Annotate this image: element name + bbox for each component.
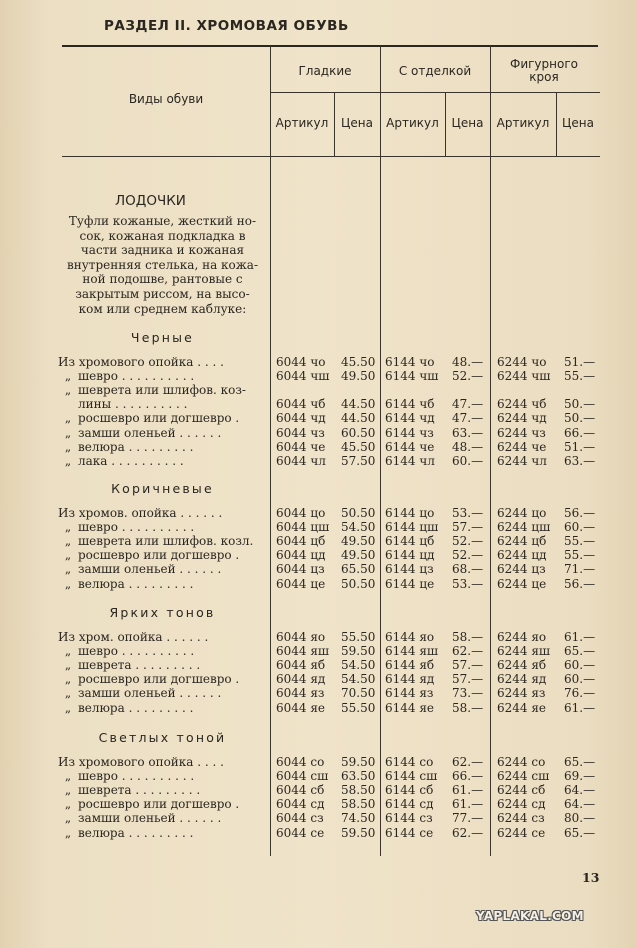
article-cell: 6044 сб xyxy=(276,783,325,798)
article-cell: 6044 сш xyxy=(276,769,329,784)
table-row xyxy=(0,658,637,672)
description-line: ной подошве, рантовые с xyxy=(82,272,243,287)
ditto-mark: „ xyxy=(64,811,72,826)
item-name xyxy=(58,369,270,383)
price-cell: 58.— xyxy=(452,700,484,715)
item-name-text: росшевро или догшевро . xyxy=(78,797,240,812)
ditto-mark: „ xyxy=(64,672,72,687)
article-cell: 6244 се xyxy=(497,825,546,840)
article-cell: 6044 яо xyxy=(276,630,326,644)
table-row xyxy=(0,355,637,369)
table-row xyxy=(0,811,637,825)
group-title: Черные xyxy=(130,330,195,345)
price-cell: 51.— xyxy=(564,439,596,454)
item-name-text: лины . . . . . . . . . . xyxy=(78,397,188,412)
table-row xyxy=(0,534,637,548)
article-cell: 6244 цо xyxy=(497,506,547,520)
article-cell: 6044 сз xyxy=(276,811,324,826)
item-name-text: шевро . . . . . . . . . . xyxy=(78,644,195,659)
ditto-mark: „ xyxy=(64,520,72,535)
price-cell: 63.— xyxy=(452,425,484,440)
item-name xyxy=(58,534,270,548)
price-cell: 51.— xyxy=(564,355,596,369)
item-name-text: шевро . . . . . . . . . . xyxy=(78,369,195,384)
ditto-mark: „ xyxy=(64,825,72,840)
article-cell: 6244 чб xyxy=(497,397,547,412)
article-cell: 6044 цд xyxy=(276,548,326,563)
price-cell: 52.— xyxy=(452,534,484,549)
table-row xyxy=(0,369,637,383)
item-name-text: Из хром. опойка . . . . . . xyxy=(58,630,209,644)
price-cell: 59.50 xyxy=(341,644,376,659)
item-name xyxy=(58,755,270,769)
description-line: ком или среднем каблуке: xyxy=(78,301,247,316)
price-cell: 63.50 xyxy=(341,769,376,784)
table-row xyxy=(0,577,637,591)
article-cell: 6244 сш xyxy=(497,769,550,784)
price-cell: 66.— xyxy=(564,425,596,440)
price-cell: 50.50 xyxy=(341,506,376,520)
article-cell: 6144 яе xyxy=(385,700,435,715)
price-cell: 60.— xyxy=(452,453,484,468)
ditto-mark: „ xyxy=(64,411,72,426)
article-cell: 6244 яд xyxy=(497,672,547,687)
item-name xyxy=(58,562,270,576)
price-cell: 49.50 xyxy=(341,369,376,384)
item-name-text: шеврета или шлифов. коз- xyxy=(78,383,246,398)
article-cell: 6044 чш xyxy=(276,369,330,384)
item-name-text: велюра . . . . . . . . . xyxy=(78,576,194,591)
ditto-mark: „ xyxy=(64,439,72,454)
item-name-text: замши оленьей . . . . . . xyxy=(78,811,222,826)
item-name xyxy=(58,644,270,658)
table-row xyxy=(0,520,637,534)
item-name-text: лака . . . . . . . . . . xyxy=(78,453,184,468)
price-cell: 45.50 xyxy=(341,439,376,454)
article-cell: 6244 чз xyxy=(497,425,546,440)
table-row xyxy=(0,769,637,783)
description-line: Туфли кожаные, жесткий но- xyxy=(68,214,257,228)
item-name-text: Из хромов. опойка . . . . . . xyxy=(58,506,223,520)
article-cell: 6244 чл xyxy=(497,453,547,468)
price-cell: 55.50 xyxy=(341,630,376,644)
article-cell: 6144 се xyxy=(385,825,434,840)
price-cell: 60.— xyxy=(564,520,596,535)
article-cell: 6044 се xyxy=(276,825,325,840)
article-cell: 6244 цд xyxy=(497,548,547,563)
ditto-mark: „ xyxy=(64,658,72,673)
article-cell: 6244 сб xyxy=(497,783,546,798)
article-cell: 6144 цо xyxy=(385,506,435,520)
article-cell: 6144 чш xyxy=(385,369,439,384)
price-cell: 73.— xyxy=(452,686,484,701)
article-cell: 6144 цз xyxy=(385,562,434,577)
price-cell: 58.— xyxy=(452,630,484,644)
item-name xyxy=(58,686,270,700)
table-row xyxy=(0,826,637,840)
price-cell: 55.— xyxy=(564,534,596,549)
price-cell: 54.50 xyxy=(341,672,376,687)
description-line: внутренняя стелька, на кожа- xyxy=(66,257,259,272)
item-name xyxy=(58,355,270,369)
item-name-text: шеврета . . . . . . . . . xyxy=(78,658,201,673)
article-cell: 6044 че xyxy=(276,439,326,454)
header-article: Артикул xyxy=(275,116,329,130)
article-cell: 6144 сб xyxy=(385,783,434,798)
article-cell: 6044 цш xyxy=(276,520,330,535)
article-cell: 6244 яе xyxy=(497,700,547,715)
ditto-mark: „ xyxy=(64,425,72,440)
price-cell: 71.— xyxy=(564,562,596,577)
article-cell: 6044 чб xyxy=(276,397,326,412)
article-cell: 6244 цш xyxy=(497,520,551,535)
article-cell: 6144 яз xyxy=(385,686,434,701)
price-cell: 62.— xyxy=(452,755,484,769)
article-cell: 6044 яд xyxy=(276,672,326,687)
description-line: сок, кожаная подкладка в xyxy=(79,228,246,243)
price-cell: 55.— xyxy=(564,548,596,563)
article-cell: 6044 сд xyxy=(276,797,325,812)
article-cell: 6144 со xyxy=(385,755,434,769)
item-name-text: велюра . . . . . . . . . xyxy=(78,439,194,454)
ditto-mark: „ xyxy=(64,769,72,784)
article-cell: 6044 чл xyxy=(276,453,326,468)
header-price: Цена xyxy=(562,116,594,130)
article-cell: 6044 яб xyxy=(276,658,326,673)
item-name xyxy=(58,577,270,591)
group-title: Светлых тоной xyxy=(98,730,227,745)
item-name xyxy=(58,411,270,425)
price-cell: 61.— xyxy=(452,797,484,812)
price-cell: 62.— xyxy=(452,825,484,840)
item-name-text: шеврета . . . . . . . . . xyxy=(78,783,201,798)
article-cell: 6244 чш xyxy=(497,369,551,384)
ditto-mark: „ xyxy=(64,562,72,577)
price-cell: 60.— xyxy=(564,658,596,673)
ditto-mark: „ xyxy=(64,644,72,659)
header-group-decorated: С отделкой xyxy=(398,64,472,78)
item-name xyxy=(58,426,270,440)
item-name-text: шевро . . . . . . . . . . xyxy=(78,769,195,784)
item-name-text: шевро . . . . . . . . . . xyxy=(78,520,195,535)
table-row xyxy=(0,426,637,440)
table-row xyxy=(0,686,637,700)
price-cell: 59.50 xyxy=(341,755,376,769)
price-cell: 63.— xyxy=(564,453,596,468)
price-cell: 54.50 xyxy=(341,658,376,673)
price-cell: 47.— xyxy=(452,411,484,426)
ditto-mark: „ xyxy=(64,453,72,468)
price-cell: 45.50 xyxy=(341,355,376,369)
ditto-mark: „ xyxy=(64,576,72,591)
item-name-text: росшевро или догшевро . xyxy=(78,672,240,687)
table-row xyxy=(0,701,637,715)
price-cell: 59.50 xyxy=(341,825,376,840)
header-group-rule xyxy=(270,92,600,93)
price-cell: 48.— xyxy=(452,439,484,454)
article-cell: 6044 яз xyxy=(276,686,325,701)
ditto-mark: „ xyxy=(64,548,72,563)
article-cell: 6144 чб xyxy=(385,397,435,412)
price-cell: 50.50 xyxy=(341,576,376,591)
price-cell: 55.50 xyxy=(341,700,376,715)
price-cell: 61.— xyxy=(564,630,596,644)
article-cell: 6244 яо xyxy=(497,630,547,644)
article-cell: 6044 яш xyxy=(276,644,330,659)
ditto-mark: „ xyxy=(64,686,72,701)
item-name-text: замши оленьей . . . . . . xyxy=(78,562,222,577)
price-cell: 60.50 xyxy=(341,425,376,440)
article-cell: 6144 сш xyxy=(385,769,438,784)
ditto-mark: „ xyxy=(64,369,72,384)
price-cell: 56.— xyxy=(564,506,596,520)
item-name xyxy=(58,701,270,715)
item-name xyxy=(58,769,270,783)
item-name-text: замши оленьей . . . . . . xyxy=(78,425,222,440)
price-cell: 65.50 xyxy=(341,562,376,577)
table-row xyxy=(0,672,637,686)
header-price: Цена xyxy=(451,116,484,130)
header-bottom-rule xyxy=(62,156,600,157)
ditto-mark: „ xyxy=(64,534,72,549)
item-name-text: росшевро или догшевро . xyxy=(78,548,240,563)
item-name-text: Из хромового опойка . . . . xyxy=(58,755,224,769)
price-cell: 57.— xyxy=(452,672,484,687)
price-cell: 66.— xyxy=(452,769,484,784)
article-cell: 6144 цд xyxy=(385,548,435,563)
price-cell: 68.— xyxy=(452,562,484,577)
item-name-text: росшевро или догшевро . xyxy=(78,411,240,426)
ditto-mark: „ xyxy=(64,783,72,798)
price-cell: 65.— xyxy=(564,755,596,769)
table-row xyxy=(0,506,637,520)
item-name-text: Из хромового опойка . . . . xyxy=(58,355,224,369)
article-cell: 6144 чз xyxy=(385,425,434,440)
article-cell: 6144 сд xyxy=(385,797,434,812)
article-cell: 6244 со xyxy=(497,755,546,769)
table-row xyxy=(0,454,637,468)
article-cell: 6244 сд xyxy=(497,797,546,812)
article-cell: 6244 цз xyxy=(497,562,546,577)
article-cell: 6044 яе xyxy=(276,700,326,715)
price-cell: 58.50 xyxy=(341,783,376,798)
article-cell: 6044 цз xyxy=(276,562,325,577)
header-article: Артикул xyxy=(496,116,550,130)
table-row xyxy=(0,644,637,658)
article-cell: 6044 чз xyxy=(276,425,325,440)
description-line: закрытым риссом, на высо- xyxy=(75,286,250,301)
item-name-text: велюра . . . . . . . . . xyxy=(78,825,194,840)
ditto-mark: „ xyxy=(64,700,72,715)
item-name xyxy=(58,826,270,840)
header-group-smooth: Гладкие xyxy=(298,64,352,78)
price-cell: 70.50 xyxy=(341,686,376,701)
article-cell: 6244 це xyxy=(497,576,547,591)
article-cell: 6144 чл xyxy=(385,453,435,468)
header-group-figured: Фигурного кроя xyxy=(510,57,578,84)
article-cell: 6244 чд xyxy=(497,411,547,426)
price-cell: 44.50 xyxy=(341,397,376,412)
article-cell: 6244 яш xyxy=(497,644,551,659)
price-cell: 56.— xyxy=(564,576,596,591)
table-row xyxy=(0,755,637,769)
price-cell: 49.50 xyxy=(341,548,376,563)
table-row xyxy=(0,397,637,411)
page-number: 13 xyxy=(582,870,600,885)
price-cell: 57.— xyxy=(452,520,484,535)
description-line: части задника и кожаная xyxy=(80,243,245,258)
item-name xyxy=(58,783,270,797)
price-cell: 50.— xyxy=(564,411,596,426)
header-kinds: Виды обуви xyxy=(128,92,204,106)
item-name xyxy=(58,454,270,468)
article-cell: 6244 сз xyxy=(497,811,545,826)
section-title: ЛОДОЧКИ xyxy=(115,193,186,209)
article-cell: 6044 це xyxy=(276,576,326,591)
article-cell: 6144 яб xyxy=(385,658,435,673)
table-row xyxy=(0,548,637,562)
article-cell: 6044 чд xyxy=(276,411,326,426)
item-name xyxy=(58,630,270,644)
item-name xyxy=(58,506,270,520)
price-cell: 55.— xyxy=(564,369,596,384)
article-cell: 6144 цб xyxy=(385,534,435,549)
article-cell: 6144 це xyxy=(385,576,435,591)
price-cell: 64.— xyxy=(564,797,596,812)
price-cell: 74.50 xyxy=(341,811,376,826)
table-row xyxy=(0,440,637,454)
page-header-title: РАЗДЕЛ II. ХРОМОВАЯ ОБУВЬ xyxy=(104,18,349,34)
article-cell: 6144 чо xyxy=(385,355,435,369)
watermark-logo: YAPLAKAL.COM xyxy=(476,909,584,923)
price-cell: 53.— xyxy=(452,506,484,520)
article-cell: 6044 чо xyxy=(276,355,326,369)
item-name-text: замши оленьей . . . . . . xyxy=(78,686,222,701)
item-name xyxy=(58,797,270,811)
price-cell: 77.— xyxy=(452,811,484,826)
item-name xyxy=(58,440,270,454)
price-cell: 65.— xyxy=(564,644,596,659)
article-cell: 6144 цш xyxy=(385,520,439,535)
price-cell: 65.— xyxy=(564,825,596,840)
table-row xyxy=(0,783,637,797)
header-rule xyxy=(62,45,598,47)
header-price: Цена xyxy=(341,116,373,130)
article-cell: 6144 че xyxy=(385,439,435,454)
item-name xyxy=(58,383,270,397)
item-name xyxy=(58,811,270,825)
price-cell: 61.— xyxy=(564,700,596,715)
section-description xyxy=(60,214,265,316)
price-cell: 58.50 xyxy=(341,797,376,812)
item-name xyxy=(58,548,270,562)
price-cell: 44.50 xyxy=(341,411,376,426)
item-name xyxy=(58,658,270,672)
article-cell: 6144 сз xyxy=(385,811,433,826)
price-cell: 48.— xyxy=(452,355,484,369)
table-row xyxy=(0,383,637,397)
article-cell: 6244 яб xyxy=(497,658,547,673)
item-name xyxy=(58,520,270,534)
table-row xyxy=(0,630,637,644)
price-cell: 62.— xyxy=(452,644,484,659)
price-cell: 57.50 xyxy=(341,453,376,468)
header-article: Артикул xyxy=(386,116,439,130)
table-row xyxy=(0,797,637,811)
price-cell: 52.— xyxy=(452,548,484,563)
article-cell: 6144 яд xyxy=(385,672,435,687)
item-name xyxy=(58,672,270,686)
item-name-text: шеврета или шлифов. козл. xyxy=(78,534,254,549)
article-cell: 6244 чо xyxy=(497,355,547,369)
price-cell: 49.50 xyxy=(341,534,376,549)
article-cell: 6244 цб xyxy=(497,534,547,549)
item-name-text: велюра . . . . . . . . . xyxy=(78,700,194,715)
price-cell: 54.50 xyxy=(341,520,376,535)
price-cell: 76.— xyxy=(564,686,596,701)
group-title: Ярких тонов xyxy=(109,605,216,620)
price-cell: 53.— xyxy=(452,576,484,591)
table-row xyxy=(0,411,637,425)
price-cell: 64.— xyxy=(564,783,596,798)
article-cell: 6244 че xyxy=(497,439,547,454)
ditto-mark: „ xyxy=(64,383,72,398)
article-cell: 6044 цб xyxy=(276,534,326,549)
article-cell: 6144 чд xyxy=(385,411,435,426)
price-cell: 80.— xyxy=(564,811,596,826)
price-cell: 50.— xyxy=(564,397,596,412)
price-cell: 60.— xyxy=(564,672,596,687)
group-title: Коричневые xyxy=(111,481,214,496)
table-row xyxy=(0,562,637,576)
price-cell: 61.— xyxy=(452,783,484,798)
price-cell: 69.— xyxy=(564,769,596,784)
price-cell: 57.— xyxy=(452,658,484,673)
price-cell: 52.— xyxy=(452,369,484,384)
article-cell: 6244 яз xyxy=(497,686,546,701)
item-name xyxy=(58,397,270,411)
article-cell: 6044 цо xyxy=(276,506,326,520)
ditto-mark: „ xyxy=(64,797,72,812)
article-cell: 6144 яш xyxy=(385,644,439,659)
article-cell: 6144 яо xyxy=(385,630,435,644)
price-cell: 47.— xyxy=(452,397,484,412)
article-cell: 6044 со xyxy=(276,755,325,769)
